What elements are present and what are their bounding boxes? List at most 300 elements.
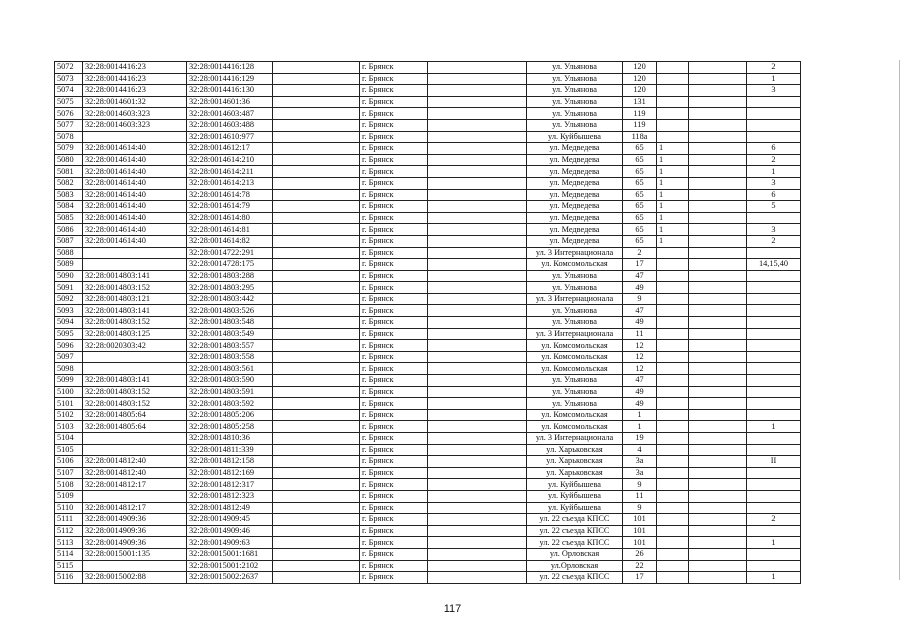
table-cell xyxy=(273,537,360,549)
table-cell: 5107 xyxy=(55,467,83,479)
table-cell: г. Брянск xyxy=(360,317,428,329)
table-cell: 65 xyxy=(623,166,657,178)
table-cell: 1 xyxy=(657,201,689,213)
table-cell xyxy=(747,212,801,224)
table-cell: 32:28:0014603:323 xyxy=(83,108,187,120)
table-cell: г. Брянск xyxy=(360,154,428,166)
table-cell xyxy=(657,131,689,143)
table-cell: 9 xyxy=(623,502,657,514)
table-cell xyxy=(689,433,747,445)
table-cell: 49 xyxy=(623,282,657,294)
table-cell xyxy=(689,201,747,213)
table-cell xyxy=(428,119,527,131)
table-cell: 2 xyxy=(747,154,801,166)
table-cell: 101 xyxy=(623,525,657,537)
table-cell: ул. Комсомольская xyxy=(527,351,623,363)
table-cell xyxy=(689,282,747,294)
table-cell: 1 xyxy=(623,409,657,421)
table-cell: г. Брянск xyxy=(360,386,428,398)
table-cell xyxy=(689,560,747,572)
table-cell: 1 xyxy=(747,537,801,549)
table-cell: 1 xyxy=(747,421,801,433)
table-cell xyxy=(273,572,360,584)
table-row xyxy=(55,317,801,329)
table-cell: 5090 xyxy=(55,270,83,282)
table-cell xyxy=(747,351,801,363)
table-cell: ул. Ульянова xyxy=(527,73,623,85)
table-cell xyxy=(428,421,527,433)
table-cell: 5109 xyxy=(55,490,83,502)
table-cell: г. Брянск xyxy=(360,479,428,491)
table-cell: 32:28:0014803:549 xyxy=(187,328,273,340)
table-cell: 32:28:0014803:121 xyxy=(83,293,187,305)
table-row xyxy=(55,386,801,398)
table-cell xyxy=(689,259,747,271)
table-cell: 32:28:0014614:40 xyxy=(83,235,187,247)
table-cell: ул.Орловская xyxy=(527,560,623,572)
table-cell xyxy=(747,305,801,317)
table-row xyxy=(55,351,801,363)
table-cell: 32:28:0014812:17 xyxy=(83,479,187,491)
table-cell: 32:28:0014614:78 xyxy=(187,189,273,201)
table-cell: 32:28:0014805:64 xyxy=(83,421,187,433)
table-cell xyxy=(657,293,689,305)
table-cell xyxy=(428,131,527,143)
table-cell: 32:28:0014909:45 xyxy=(187,514,273,526)
table-cell: 14,15,40 xyxy=(747,259,801,271)
table-cell xyxy=(747,525,801,537)
table-cell: ул. Ульянова xyxy=(527,282,623,294)
table-cell xyxy=(657,62,689,74)
table-cell xyxy=(428,490,527,502)
table-cell xyxy=(428,525,527,537)
table-cell xyxy=(747,340,801,352)
table-cell: г. Брянск xyxy=(360,119,428,131)
table-cell: 1 xyxy=(623,421,657,433)
table-cell xyxy=(83,433,187,445)
table-cell: 5094 xyxy=(55,317,83,329)
table-cell: г. Брянск xyxy=(360,305,428,317)
table-cell xyxy=(689,525,747,537)
table-cell: 5098 xyxy=(55,363,83,375)
table-cell: 5106 xyxy=(55,456,83,468)
table-cell: 65 xyxy=(623,177,657,189)
table-cell: г. Брянск xyxy=(360,340,428,352)
table-cell: г. Брянск xyxy=(360,293,428,305)
table-cell: 32:28:0014416:129 xyxy=(187,73,273,85)
table-cell: 32:28:0014909:36 xyxy=(83,514,187,526)
table-cell xyxy=(689,351,747,363)
table-cell: 5115 xyxy=(55,560,83,572)
table-cell xyxy=(689,409,747,421)
table-cell xyxy=(273,108,360,120)
table-cell xyxy=(747,490,801,502)
table-cell xyxy=(273,514,360,526)
table-row xyxy=(55,328,801,340)
table-cell xyxy=(273,189,360,201)
table-row xyxy=(55,201,801,213)
table-cell xyxy=(747,119,801,131)
table-cell xyxy=(428,560,527,572)
table-cell: 5104 xyxy=(55,433,83,445)
table-cell: г. Брянск xyxy=(360,572,428,584)
table-cell: ул. Комсомольская xyxy=(527,363,623,375)
table-row xyxy=(55,224,801,236)
table-cell: 32:28:0014601:32 xyxy=(83,96,187,108)
table-cell: 32:28:0014614:210 xyxy=(187,154,273,166)
table-cell xyxy=(657,560,689,572)
table-cell xyxy=(689,189,747,201)
table-row xyxy=(55,363,801,375)
table-row xyxy=(55,293,801,305)
table-cell: 32:28:0014812:323 xyxy=(187,490,273,502)
table-cell: 5085 xyxy=(55,212,83,224)
table-cell: 65 xyxy=(623,201,657,213)
table-cell: 5105 xyxy=(55,444,83,456)
table-cell xyxy=(273,259,360,271)
table-cell: 32:28:0014614:79 xyxy=(187,201,273,213)
table-cell xyxy=(657,479,689,491)
table-cell: 32:28:0014803:548 xyxy=(187,317,273,329)
table-cell xyxy=(273,456,360,468)
table-cell: 101 xyxy=(623,537,657,549)
table-cell xyxy=(83,560,187,572)
table-cell: ул. Ульянова xyxy=(527,317,623,329)
table-cell xyxy=(273,328,360,340)
table-cell: 32:28:0014614:81 xyxy=(187,224,273,236)
table-cell: 2 xyxy=(747,235,801,247)
table-cell: 32:28:0014614:213 xyxy=(187,177,273,189)
table-cell xyxy=(689,62,747,74)
table-cell: г. Брянск xyxy=(360,177,428,189)
table-cell xyxy=(689,421,747,433)
table-row xyxy=(55,467,801,479)
table-cell: ул. 3 Интернационала xyxy=(527,328,623,340)
table-cell xyxy=(273,305,360,317)
table-row xyxy=(55,433,801,445)
table-cell xyxy=(83,490,187,502)
table-cell: ул. Ульянова xyxy=(527,375,623,387)
table-cell: ул. Ульянова xyxy=(527,270,623,282)
table-cell: 32:28:0014909:36 xyxy=(83,525,187,537)
table-cell xyxy=(747,293,801,305)
table-cell xyxy=(273,351,360,363)
table-cell xyxy=(428,96,527,108)
table-cell: 1 xyxy=(747,572,801,584)
table-cell: 32:28:0014722:291 xyxy=(187,247,273,259)
table-cell xyxy=(273,525,360,537)
table-cell: г. Брянск xyxy=(360,467,428,479)
table-cell xyxy=(689,375,747,387)
table-row xyxy=(55,189,801,201)
table-cell: ул. Куйбышева xyxy=(527,131,623,143)
table-cell xyxy=(689,572,747,584)
table-cell xyxy=(657,433,689,445)
table-cell: 120 xyxy=(623,73,657,85)
table-cell: г. Брянск xyxy=(360,398,428,410)
table-cell: 65 xyxy=(623,235,657,247)
table-cell xyxy=(689,479,747,491)
table-row xyxy=(55,409,801,421)
table-cell: 5074 xyxy=(55,85,83,97)
table-cell xyxy=(747,282,801,294)
table-cell: г. Брянск xyxy=(360,259,428,271)
table-cell: 32:28:0014416:130 xyxy=(187,85,273,97)
table-cell: 1 xyxy=(657,166,689,178)
table-cell: 131 xyxy=(623,96,657,108)
table-cell xyxy=(657,572,689,584)
table-cell: 49 xyxy=(623,398,657,410)
table-cell xyxy=(428,456,527,468)
table-cell: 5111 xyxy=(55,514,83,526)
table-cell: 32:28:0014803:152 xyxy=(83,386,187,398)
table-cell: 32:28:0014614:40 xyxy=(83,201,187,213)
table-cell xyxy=(689,537,747,549)
table-row xyxy=(55,282,801,294)
table-cell xyxy=(428,154,527,166)
table-cell xyxy=(689,444,747,456)
table-cell: 5072 xyxy=(55,62,83,74)
table-cell xyxy=(747,386,801,398)
table-cell: 32:28:0014803:442 xyxy=(187,293,273,305)
table-cell xyxy=(428,548,527,560)
table-cell xyxy=(273,143,360,155)
table-cell: г. Брянск xyxy=(360,282,428,294)
table-cell xyxy=(657,85,689,97)
table-cell xyxy=(689,293,747,305)
table-cell: ул. Медведева xyxy=(527,224,623,236)
table-row xyxy=(55,143,801,155)
table-cell xyxy=(747,317,801,329)
table-cell xyxy=(273,421,360,433)
table-cell: 120 xyxy=(623,85,657,97)
table-cell: 32:28:0014803:141 xyxy=(83,305,187,317)
table-row xyxy=(55,154,801,166)
table-cell xyxy=(273,560,360,572)
table-cell: г. Брянск xyxy=(360,270,428,282)
table-cell: 5092 xyxy=(55,293,83,305)
table-cell xyxy=(428,375,527,387)
table-cell xyxy=(273,375,360,387)
table-cell xyxy=(657,502,689,514)
table-cell: 12 xyxy=(623,340,657,352)
table-cell xyxy=(657,386,689,398)
table-cell xyxy=(428,224,527,236)
table-cell xyxy=(428,166,527,178)
table-cell: 9 xyxy=(623,479,657,491)
table-cell: 101 xyxy=(623,514,657,526)
table-cell: ул. 3 Интернационала xyxy=(527,247,623,259)
table-cell: 1 xyxy=(657,224,689,236)
table-cell: 32:28:0020303:42 xyxy=(83,340,187,352)
table-cell xyxy=(83,351,187,363)
table-cell: 32:28:0014909:46 xyxy=(187,525,273,537)
table-cell: 32:28:0014803:152 xyxy=(83,282,187,294)
table-cell: 32:28:0015001:1681 xyxy=(187,548,273,560)
table-cell xyxy=(747,131,801,143)
table-cell: 32:28:0014803:591 xyxy=(187,386,273,398)
table-cell xyxy=(428,363,527,375)
table-cell xyxy=(657,73,689,85)
table-cell: 1 xyxy=(657,177,689,189)
table-cell xyxy=(273,85,360,97)
table-cell xyxy=(689,212,747,224)
table-cell xyxy=(428,537,527,549)
table-cell: 32:28:0014803:152 xyxy=(83,317,187,329)
table-cell: 22 xyxy=(623,560,657,572)
table-row xyxy=(55,398,801,410)
table-cell: г. Брянск xyxy=(360,375,428,387)
table-cell xyxy=(657,421,689,433)
table-cell: ул. 3 Интернационала xyxy=(527,293,623,305)
table-cell: 26 xyxy=(623,548,657,560)
table-cell: ул. Медведева xyxy=(527,189,623,201)
table-cell: 32:28:0014812:49 xyxy=(187,502,273,514)
table-row xyxy=(55,212,801,224)
table-cell: г. Брянск xyxy=(360,247,428,259)
table-cell xyxy=(747,270,801,282)
table-cell xyxy=(657,340,689,352)
table-cell: ул. Ульянова xyxy=(527,386,623,398)
table-cell: г. Брянск xyxy=(360,421,428,433)
table-cell: ул. Ульянова xyxy=(527,119,623,131)
table-cell: г. Брянск xyxy=(360,73,428,85)
table-cell: 3а xyxy=(623,456,657,468)
table-cell: г. Брянск xyxy=(360,490,428,502)
table-cell: ул. Орловская xyxy=(527,548,623,560)
table-cell xyxy=(273,119,360,131)
table-cell: 5100 xyxy=(55,386,83,398)
table-cell xyxy=(689,177,747,189)
table-cell: г. Брянск xyxy=(360,433,428,445)
table-cell xyxy=(83,363,187,375)
table-cell: г. Брянск xyxy=(360,328,428,340)
table-cell xyxy=(428,305,527,317)
table-cell: г. Брянск xyxy=(360,62,428,74)
table-cell: 1 xyxy=(657,235,689,247)
table-cell xyxy=(428,201,527,213)
table-row xyxy=(55,490,801,502)
table-cell: 5101 xyxy=(55,398,83,410)
table-cell: г. Брянск xyxy=(360,166,428,178)
table-cell: ул. Комсомольская xyxy=(527,409,623,421)
table-cell: 5093 xyxy=(55,305,83,317)
table-cell: 32:28:0014416:23 xyxy=(83,62,187,74)
table-cell: г. Брянск xyxy=(360,212,428,224)
table-cell xyxy=(273,73,360,85)
table-cell xyxy=(689,270,747,282)
table-row xyxy=(55,560,801,572)
table-cell: 32:28:0014803:592 xyxy=(187,398,273,410)
table-cell: г. Брянск xyxy=(360,143,428,155)
table-cell xyxy=(273,293,360,305)
table-cell: 32:28:0014603:487 xyxy=(187,108,273,120)
table-cell: ул. 3 Интернационала xyxy=(527,433,623,445)
table-cell: 47 xyxy=(623,270,657,282)
table-cell: ул. Харьковская xyxy=(527,467,623,479)
table-row xyxy=(55,421,801,433)
table-cell: 32:28:0014803:557 xyxy=(187,340,273,352)
table-cell: 5091 xyxy=(55,282,83,294)
table-cell: ул. 22 съезда КПСС xyxy=(527,525,623,537)
right-margin-line xyxy=(899,60,900,580)
table-cell: 32:28:0014601:36 xyxy=(187,96,273,108)
table-cell: г. Брянск xyxy=(360,456,428,468)
table-cell xyxy=(657,548,689,560)
table-cell: 32:28:0014614:40 xyxy=(83,166,187,178)
table-cell xyxy=(689,514,747,526)
table-cell xyxy=(657,537,689,549)
table-cell xyxy=(747,444,801,456)
table-cell: 11 xyxy=(623,328,657,340)
table-cell xyxy=(747,328,801,340)
table-cell: 32:28:0014812:169 xyxy=(187,467,273,479)
table-cell: 5076 xyxy=(55,108,83,120)
table-cell: 5083 xyxy=(55,189,83,201)
table-cell: 32:28:0014610:977 xyxy=(187,131,273,143)
table-cell xyxy=(689,386,747,398)
table-cell: 5102 xyxy=(55,409,83,421)
table-cell: г. Брянск xyxy=(360,525,428,537)
table-cell: ул. Харьковская xyxy=(527,444,623,456)
table-cell xyxy=(689,166,747,178)
table-row xyxy=(55,73,801,85)
table-cell xyxy=(428,317,527,329)
table-cell xyxy=(428,143,527,155)
table-cell xyxy=(428,514,527,526)
table-cell: 5073 xyxy=(55,73,83,85)
table-cell: 32:28:0014803:558 xyxy=(187,351,273,363)
table-cell: ул. Медведева xyxy=(527,177,623,189)
table-cell xyxy=(747,479,801,491)
table-cell: 32:28:0014614:82 xyxy=(187,235,273,247)
table-cell xyxy=(428,247,527,259)
table-cell xyxy=(273,467,360,479)
table-cell xyxy=(747,502,801,514)
table-cell: 5077 xyxy=(55,119,83,131)
table-cell xyxy=(657,514,689,526)
table-cell: 5080 xyxy=(55,154,83,166)
table-cell xyxy=(657,328,689,340)
table-cell xyxy=(273,247,360,259)
table-cell: 32:28:0014728:175 xyxy=(187,259,273,271)
table-cell xyxy=(657,247,689,259)
table-cell: г. Брянск xyxy=(360,351,428,363)
table-cell xyxy=(273,444,360,456)
table-cell xyxy=(747,398,801,410)
register-table xyxy=(54,61,801,584)
table-cell: 32:28:0014909:63 xyxy=(187,537,273,549)
table-cell xyxy=(428,212,527,224)
table-cell xyxy=(273,409,360,421)
table-cell xyxy=(689,119,747,131)
table-cell xyxy=(428,386,527,398)
table-cell xyxy=(657,96,689,108)
table-cell xyxy=(689,456,747,468)
table-cell: 32:28:0014812:40 xyxy=(83,456,187,468)
table-cell: 32:28:0015001:135 xyxy=(83,548,187,560)
table-cell: 3 xyxy=(747,177,801,189)
table-cell: 5088 xyxy=(55,247,83,259)
table-cell: 5096 xyxy=(55,340,83,352)
table-cell: 5099 xyxy=(55,375,83,387)
table-cell xyxy=(273,317,360,329)
table-cell xyxy=(689,235,747,247)
table-cell: 32:28:0014803:125 xyxy=(83,328,187,340)
table-cell xyxy=(428,259,527,271)
table-row xyxy=(55,85,801,97)
table-cell xyxy=(428,502,527,514)
